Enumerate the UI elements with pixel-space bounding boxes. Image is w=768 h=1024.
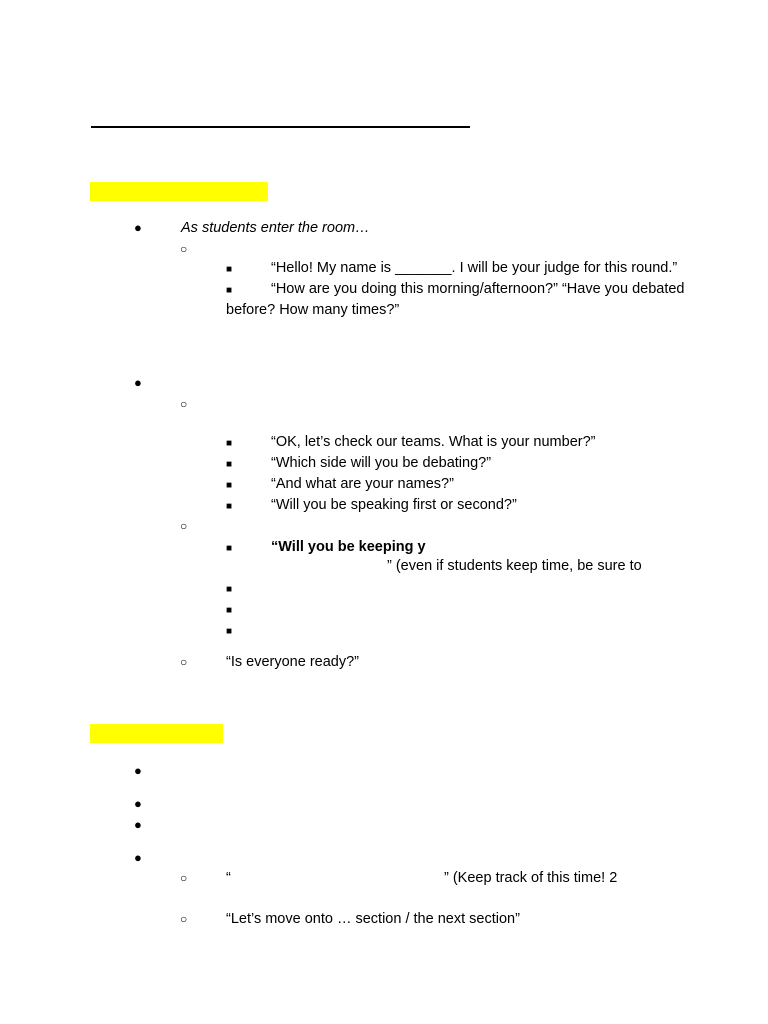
title-underline bbox=[91, 126, 470, 128]
bullet-level2: ○ bbox=[180, 519, 188, 533]
bullet-level3: ■ bbox=[226, 605, 233, 616]
bullet-level3: ■ bbox=[226, 264, 233, 275]
bullet-level3: ■ bbox=[226, 584, 233, 595]
greeting-line-1: “Hello! My name is _______. I will be your judge for this round.” bbox=[271, 260, 678, 276]
bullet-level1: ● bbox=[134, 375, 142, 390]
greeting-line-2-continued: before? How many times?” bbox=[226, 302, 400, 318]
bullet-level3: ■ bbox=[226, 501, 233, 512]
section-heading-highlight-1 bbox=[90, 182, 268, 201]
timekeeping-question: “Will you be keeping y bbox=[271, 539, 426, 555]
bullet-level2: ○ bbox=[180, 912, 188, 926]
bullet-level1: ● bbox=[134, 763, 142, 778]
ready-line: “Is everyone ready?” bbox=[226, 654, 359, 670]
bullet-level1: ● bbox=[134, 850, 142, 865]
bullet-level1: ● bbox=[134, 220, 142, 235]
section-heading-highlight-2 bbox=[90, 724, 223, 743]
track-time-note: ” (Keep track of this time! 2 bbox=[444, 870, 618, 886]
bullet-level3: ■ bbox=[226, 543, 233, 554]
track-time-open-quote: “ bbox=[226, 870, 231, 886]
bullet-level3: ■ bbox=[226, 626, 233, 637]
bullet-level2: ○ bbox=[180, 871, 188, 885]
check-side-line: “Which side will you be debating?” bbox=[271, 455, 492, 471]
timekeeping-note: ” (even if students keep time, be sure to bbox=[387, 558, 642, 574]
check-team-line: “OK, let’s check our teams. What is your number?” bbox=[271, 434, 596, 450]
bullet-level2: ○ bbox=[180, 242, 188, 256]
bullet-level3: ■ bbox=[226, 285, 233, 296]
move-on-line: “Let’s move onto … section / the next section” bbox=[226, 911, 520, 927]
bullet-level3: ■ bbox=[226, 438, 233, 449]
check-speaking-order-line: “Will you be speaking first or second?” bbox=[271, 497, 517, 513]
bullet-level3: ■ bbox=[226, 459, 233, 470]
bullet-level1: ● bbox=[134, 796, 142, 811]
bullet-level1: ● bbox=[134, 817, 142, 832]
bullet-level2: ○ bbox=[180, 397, 188, 411]
greeting-line-2: “How are you doing this morning/afternoon?” “Have you debated bbox=[271, 281, 685, 297]
bullet-level3: ■ bbox=[226, 480, 233, 491]
intro-text: As students enter the room… bbox=[181, 220, 370, 236]
check-names-line: “And what are your names?” bbox=[271, 476, 454, 492]
bullet-level2: ○ bbox=[180, 655, 188, 669]
